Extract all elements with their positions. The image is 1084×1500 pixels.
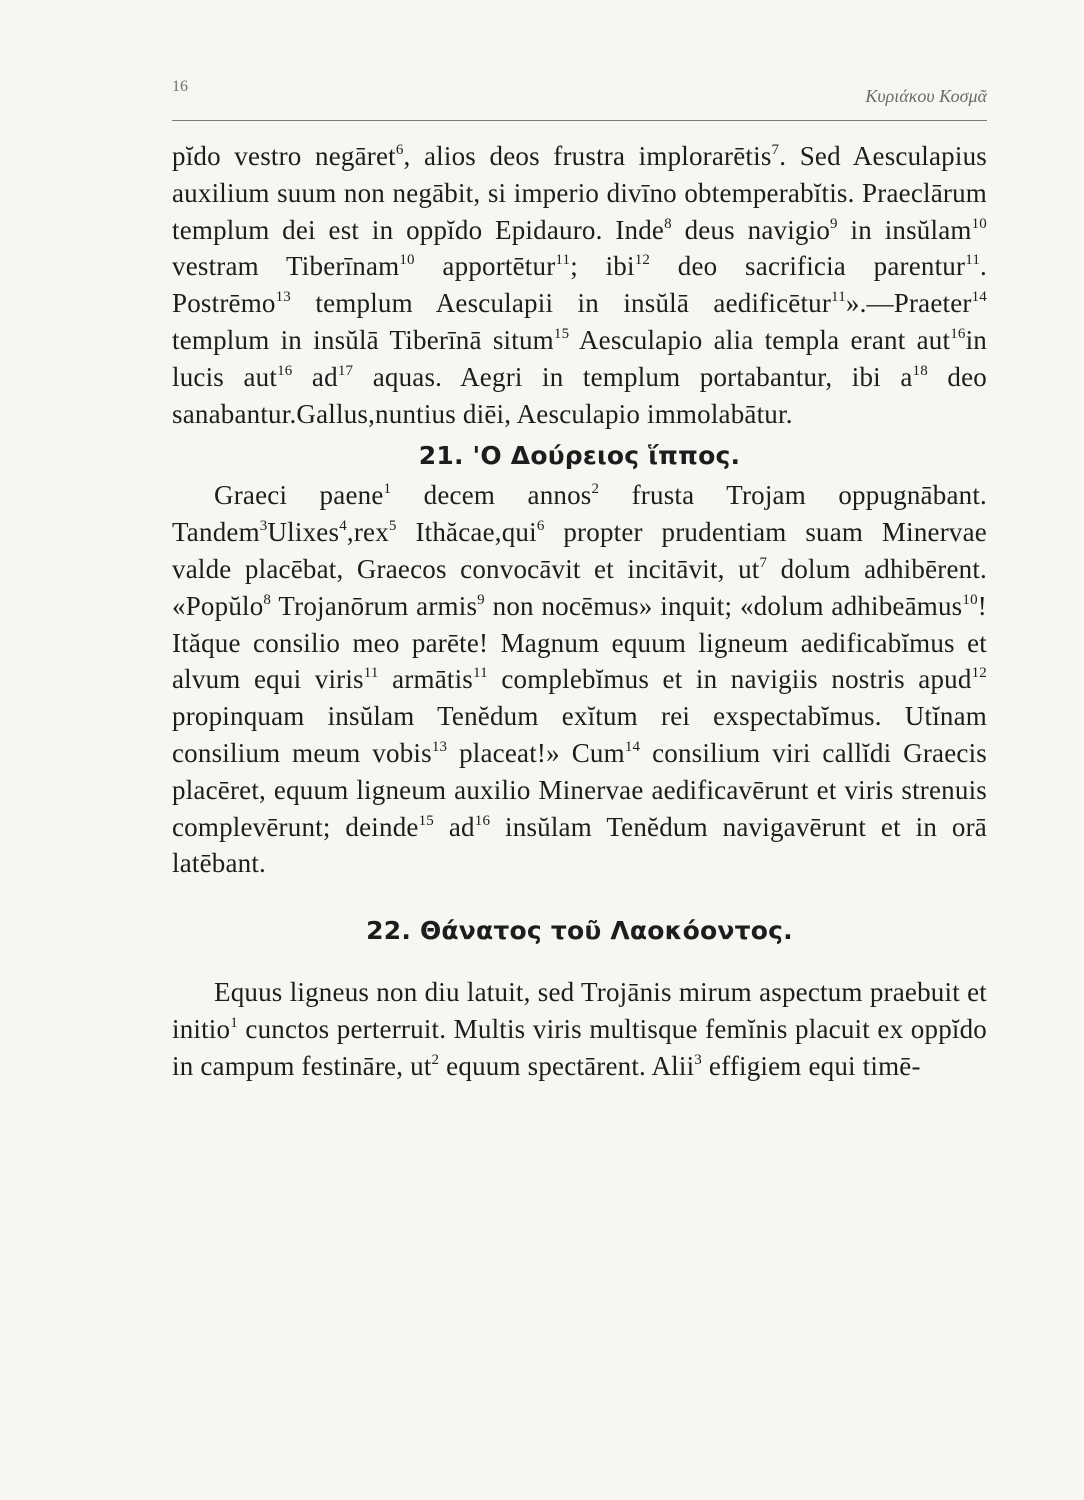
text-run: effigiem equi timē- — [701, 1050, 921, 1081]
footnote-mark: 15 — [553, 325, 570, 342]
footnote-mark: 12 — [634, 252, 651, 269]
footnote-mark: 16 — [950, 325, 966, 342]
footnote-mark: 2 — [591, 481, 600, 498]
text-run: frusta Trojam oppugnābant. Tandem — [172, 480, 987, 548]
text-run: decem annos — [391, 480, 592, 511]
footnote-mark: 1 — [230, 1014, 238, 1031]
footnote-mark: 14 — [971, 289, 987, 306]
footnote-mark: 1 — [383, 481, 392, 498]
text-run: propinquam insŭlam Tenĕdum exĭtum rei exspectabĭmus. Utĭnam consilium meum vobis — [172, 701, 987, 768]
footnote-mark: 9 — [477, 591, 485, 608]
header-rule — [172, 120, 987, 121]
text-run: ! Ităque consilio meo parēte! Magnum equum ligneum aedificabĭmus et alvum equi viris — [172, 590, 987, 695]
footnote-mark: 13 — [431, 738, 448, 755]
footnote-mark: 18 — [912, 362, 928, 379]
text-run: deo sacrificia parentur — [650, 251, 966, 282]
text-run: vestram Tiberīnam — [172, 251, 400, 282]
paragraph — [172, 974, 987, 1084]
text-run: . Sed Aesculapius auxilium suum non negābit, si imperio divīno obtemperabĭtis. Praeclārum templum dei est in oppĭdo Epidauro. Inde — [172, 141, 987, 245]
text-run: Graeci paene — [214, 480, 384, 511]
text-run: aquas. Aegri in templum portabantur, ibi a — [353, 361, 913, 392]
text-run: equum spectārent. Alii — [439, 1050, 695, 1081]
footnote-mark: 15 — [418, 812, 434, 829]
footnote-mark: 8 — [664, 215, 672, 232]
page-body — [172, 138, 987, 1085]
text-run: non nocēmus» inquit; «dolum adhibeāmus — [484, 590, 963, 621]
text-run: Ithăcae,qui — [396, 517, 537, 548]
text-run: Ulixes — [267, 517, 340, 548]
text-run: placeat!» Cum — [447, 737, 625, 768]
text-run: templum in insŭlā Tiberīnā situm — [172, 324, 554, 355]
page-header — [172, 70, 987, 122]
paragraph — [172, 477, 987, 882]
footnote-mark: 11 — [473, 665, 488, 682]
text-run: in lucis aut — [172, 324, 987, 392]
footnote-mark: 7 — [771, 142, 780, 158]
text-run: dolum adhibērent. «Popŭlo — [172, 553, 987, 621]
footnote-mark: 10 — [962, 591, 978, 608]
paragraph — [172, 138, 987, 432]
footnote-mark: 14 — [624, 738, 641, 755]
footnote-mark: 13 — [275, 289, 292, 306]
text-run: Aesculapio alia templa erant aut — [569, 324, 951, 355]
text-run: cunctos perterruit. Multis viris multisque femĭnis placuit ex oppĭdo in campum festināre, ut — [172, 1013, 987, 1081]
footnote-mark: 17 — [337, 362, 354, 379]
text-run: insŭlam Tenĕdum navigavērunt et in orā latēbant. — [172, 811, 987, 879]
footnote-mark: 9 — [830, 215, 838, 232]
text-run: ,rex — [346, 517, 389, 548]
footnote-mark: 2 — [431, 1051, 440, 1068]
text-run: Equus ligneus non diu latuit, sed Trojānis mirum aspectum praebuit et initio — [172, 977, 987, 1044]
footnote-mark: 11 — [831, 289, 846, 306]
text-run: . Postrēmo — [172, 251, 987, 319]
footnote-mark: 6 — [536, 518, 545, 535]
text-run: Trojanōrum armis — [271, 590, 478, 621]
footnote-mark: 3 — [259, 518, 268, 535]
text-run: ad — [434, 811, 475, 842]
footnote-mark: 10 — [971, 215, 988, 232]
footnote-mark: 11 — [363, 665, 379, 682]
footnote-mark: 4 — [339, 518, 347, 535]
text-run: ad — [292, 361, 338, 392]
section-heading-22: 22. Θάνατος τοῦ Λαοκόοντος. — [366, 916, 793, 946]
text-run: propter prudentiam suam Minervae valde placēbat, Graecos convocāvit et incitāvit, ut — [172, 517, 987, 584]
footnote-mark: 8 — [263, 591, 272, 608]
text-run: ; ibi — [570, 251, 635, 282]
text-run: ».—Praeter — [845, 288, 972, 319]
footnote-mark: 7 — [759, 554, 768, 571]
text-run: deo sanabantur.Gallus,nuntius diēi, Aesculapio immolabātur. — [172, 361, 987, 429]
footnote-mark: 16 — [277, 362, 293, 379]
footnote-mark: 10 — [399, 252, 415, 269]
text-run: pĭdo vestro negāret — [172, 141, 396, 171]
text-run: , alios deos frustra implorarētis — [403, 141, 772, 171]
section-heading-21: 21. 'Ο Δούρειος ἵππος. — [418, 441, 741, 471]
footnote-mark: 16 — [474, 812, 491, 829]
page-number: 16 — [172, 78, 188, 95]
footnote-mark: 6 — [395, 142, 404, 158]
footnote-mark: 11 — [965, 252, 981, 269]
footnote-mark: 5 — [388, 518, 397, 535]
text-run: deus navigio — [671, 214, 831, 245]
text-run: templum Aesculapii in insŭlā aedificētur — [291, 288, 832, 319]
text-run: complebĭmus et in navigiis nostris apud — [487, 664, 972, 695]
text-run: consilium viri callĭdi Graecis placēret, equum ligneum auxilio Minervae aedificavērunt et viris strenuis complevērunt; deinde — [172, 737, 987, 842]
running-head: Κυριάκου Κοσμᾶ — [865, 86, 987, 106]
footnote-mark: 12 — [971, 665, 987, 682]
footnote-mark: 11 — [555, 252, 571, 269]
text-run: apportētur — [414, 251, 556, 282]
footnote-mark: 3 — [694, 1051, 702, 1068]
text-run: in insŭlam — [837, 214, 972, 245]
text-run: armātis — [378, 664, 473, 695]
